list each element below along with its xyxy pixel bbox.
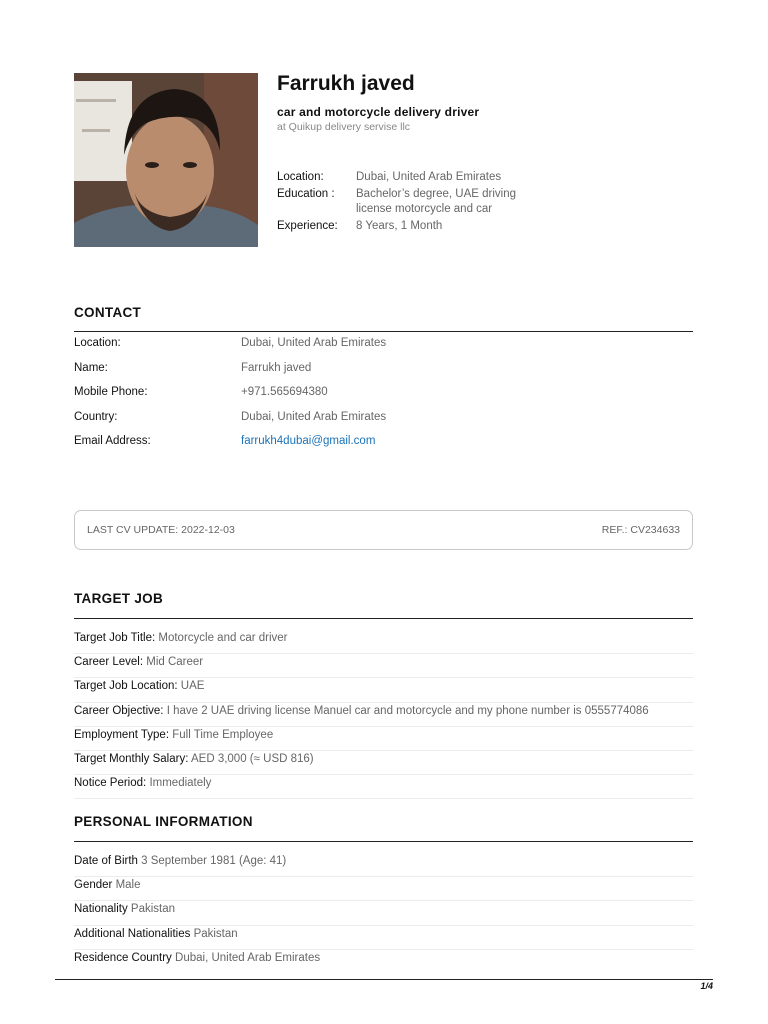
item-value: 3 September 1981 (Age: 41) xyxy=(141,855,287,867)
fact-label: Education : xyxy=(277,187,335,200)
contact-divider xyxy=(74,331,693,332)
email-link[interactable]: farrukh4dubai@gmail.com xyxy=(241,435,376,447)
candidate-company: at Quikup delivery servise llc xyxy=(277,121,411,133)
item-value: Dubai, United Arab Emirates xyxy=(175,951,321,964)
item-value: I have 2 UAE driving license Manuel car and motorcycle and my phone number is 0555774086 xyxy=(166,704,649,717)
item-label: Target Job Title: xyxy=(74,632,156,644)
item-value: AED 3,000 (≈ USD 816) xyxy=(190,752,314,765)
summary-facts xyxy=(277,170,537,235)
avatar-illustration xyxy=(74,73,258,247)
contact-row-country xyxy=(74,411,693,436)
list-item xyxy=(74,752,693,775)
fact-value: Dubai, United Arab Emirates xyxy=(356,171,502,183)
fact-education xyxy=(277,187,537,218)
page-number: 1/4 xyxy=(700,981,713,991)
last-cv-update: LAST CV UPDATE: 2022-12-03 xyxy=(87,524,235,536)
contact-table xyxy=(74,337,693,460)
item-label: Additional Nationalities xyxy=(74,927,191,940)
item-label: Target Job Location: xyxy=(74,680,178,693)
item-value: Pakistan xyxy=(193,927,238,940)
item-value: Mid Career xyxy=(146,656,204,669)
contact-label: Mobile Phone: xyxy=(74,386,148,398)
item-value: Male xyxy=(115,879,141,892)
list-item xyxy=(74,927,693,950)
personal-info-divider xyxy=(74,841,693,842)
contact-value: Farrukh javed xyxy=(241,361,312,374)
fact-label: Experience: xyxy=(277,219,338,232)
target-job-heading: TARGET JOB xyxy=(74,591,164,606)
list-item xyxy=(74,679,693,702)
contact-value: +971.565694380 xyxy=(241,386,328,398)
profile-photo xyxy=(74,73,258,247)
fact-value: 8 Years, 1 Month xyxy=(356,219,443,232)
candidate-job-title: car and motorcycle delivery driver xyxy=(277,105,480,119)
target-job-list xyxy=(74,631,693,800)
contact-row-location xyxy=(74,337,693,362)
contact-label: Email Address: xyxy=(74,435,151,447)
contact-value: Dubai, United Arab Emirates xyxy=(241,337,387,349)
footer-divider xyxy=(55,979,713,980)
personal-info-heading: PERSONAL INFORMATION xyxy=(74,814,253,829)
fact-label: Location: xyxy=(277,171,324,183)
list-item xyxy=(74,631,693,654)
list-item xyxy=(74,878,693,901)
list-item xyxy=(74,728,693,751)
item-value: Immediately xyxy=(149,777,212,790)
item-label: Notice Period: xyxy=(74,777,147,790)
contact-row-name xyxy=(74,362,693,387)
item-label: Date of Birth xyxy=(74,855,138,867)
item-label: Nationality xyxy=(74,903,128,916)
item-label: Career Objective: xyxy=(74,704,164,717)
item-value: UAE xyxy=(180,680,205,693)
item-value: Motorcycle and car driver xyxy=(158,632,288,644)
personal-info-list xyxy=(74,854,693,974)
list-item xyxy=(74,951,693,973)
list-item xyxy=(74,655,693,678)
item-label: Employment Type: xyxy=(74,728,170,741)
item-label: Residence Country xyxy=(74,951,172,964)
item-label: Career Level: xyxy=(74,656,144,669)
contact-label: Location: xyxy=(74,337,121,349)
item-label: Gender xyxy=(74,879,113,892)
item-value: Pakistan xyxy=(130,903,176,916)
list-item xyxy=(74,854,693,877)
item-value: Full Time Employee xyxy=(172,728,274,741)
fact-value: Bachelor’s degree, UAE driving license motorcycle and car xyxy=(356,187,517,215)
list-item xyxy=(74,776,693,799)
item-label: Target Monthly Salary: xyxy=(74,752,189,765)
target-job-divider xyxy=(74,618,693,619)
contact-label: Country: xyxy=(74,410,118,423)
contact-row-mobile xyxy=(74,386,693,411)
contact-label: Name: xyxy=(74,361,108,374)
contact-heading: CONTACT xyxy=(74,305,142,320)
fact-location xyxy=(277,170,537,186)
contact-value: Dubai, United Arab Emirates xyxy=(241,410,387,423)
candidate-name: Farrukh javed xyxy=(277,72,415,95)
list-item xyxy=(74,704,693,727)
cv-update-box xyxy=(74,510,693,550)
fact-experience xyxy=(277,219,537,235)
contact-row-email xyxy=(74,435,693,460)
list-item xyxy=(74,902,693,925)
cv-reference: REF.: CV234633 xyxy=(601,524,680,536)
